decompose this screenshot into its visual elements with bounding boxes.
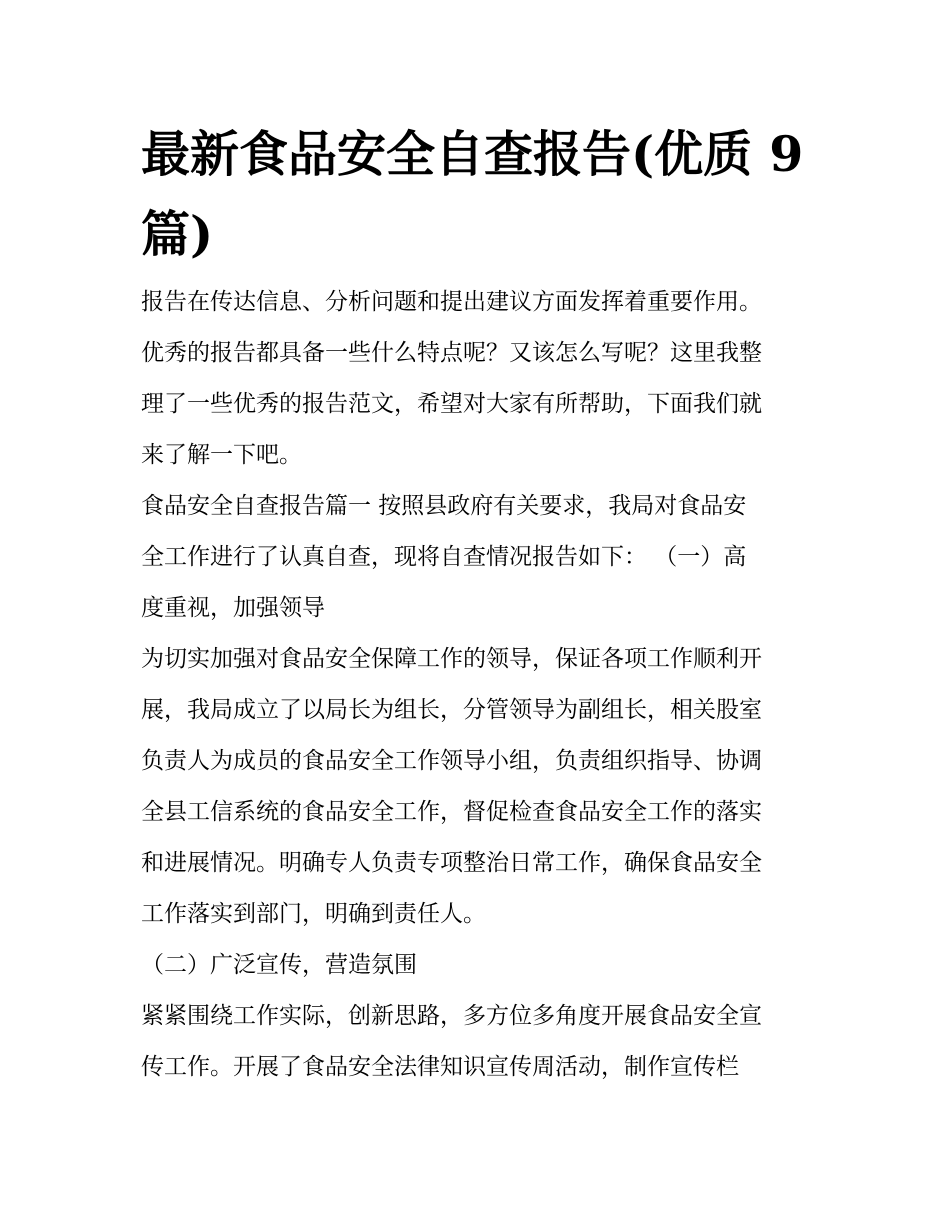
text-line: 理了一些优秀的报告范文，希望对大家有所帮助，下面我们就 [141, 391, 762, 417]
text-line: 度重视，加强领导 [141, 595, 325, 621]
paragraph-section-one [141, 481, 821, 634]
text-line: 为切实加强对食品安全保障工作的领导，保证各项工作顺利开 [141, 646, 762, 672]
title-line: 最新食品安全自查报告(优质 9 [141, 125, 804, 183]
text-line: （二）广泛宣传，营造氛围 [141, 952, 417, 978]
text-line: 全工作进行了认真自查，现将自查情况报告如下： （一）高 [141, 544, 747, 570]
paragraph-publicity [141, 991, 821, 1093]
text-line: 工作落实到部门，明确到责任人。 [141, 901, 486, 927]
text-line: 报告在传达信息、分析问题和提出建议方面发挥着重要作用。 [141, 289, 762, 315]
paragraph-intro [141, 277, 821, 481]
section-heading-publicity [141, 940, 821, 991]
text-line: 来了解一下吧。 [141, 442, 302, 468]
document-body [141, 277, 821, 1093]
title-line: 篇) [141, 205, 214, 263]
text-line: 传工作。开展了食品安全法律知识宣传周活动，制作宣传栏 [141, 1054, 739, 1080]
text-line: 和进展情况。明确专人负责专项整治日常工作，确保食品安全 [141, 850, 762, 876]
document-title [141, 114, 821, 274]
text-line: 紧紧围绕工作实际，创新思路，多方位多角度开展食品安全宣 [141, 1003, 762, 1029]
text-line: 负责人为成员的食品安全工作领导小组，负责组织指导、协调 [141, 748, 762, 774]
text-line: 食品安全自查报告篇一 按照县政府有关要求，我局对食品安 [141, 493, 747, 519]
paragraph-leadership [141, 634, 821, 940]
text-line: 展，我局成立了以局长为组长，分管领导为副组长，相关股室 [141, 697, 762, 723]
text-line: 全县工信系统的食品安全工作，督促检查食品安全工作的落实 [141, 799, 762, 825]
text-line: 优秀的报告都具备一些什么特点呢？又该怎么写呢？这里我整 [141, 340, 762, 366]
